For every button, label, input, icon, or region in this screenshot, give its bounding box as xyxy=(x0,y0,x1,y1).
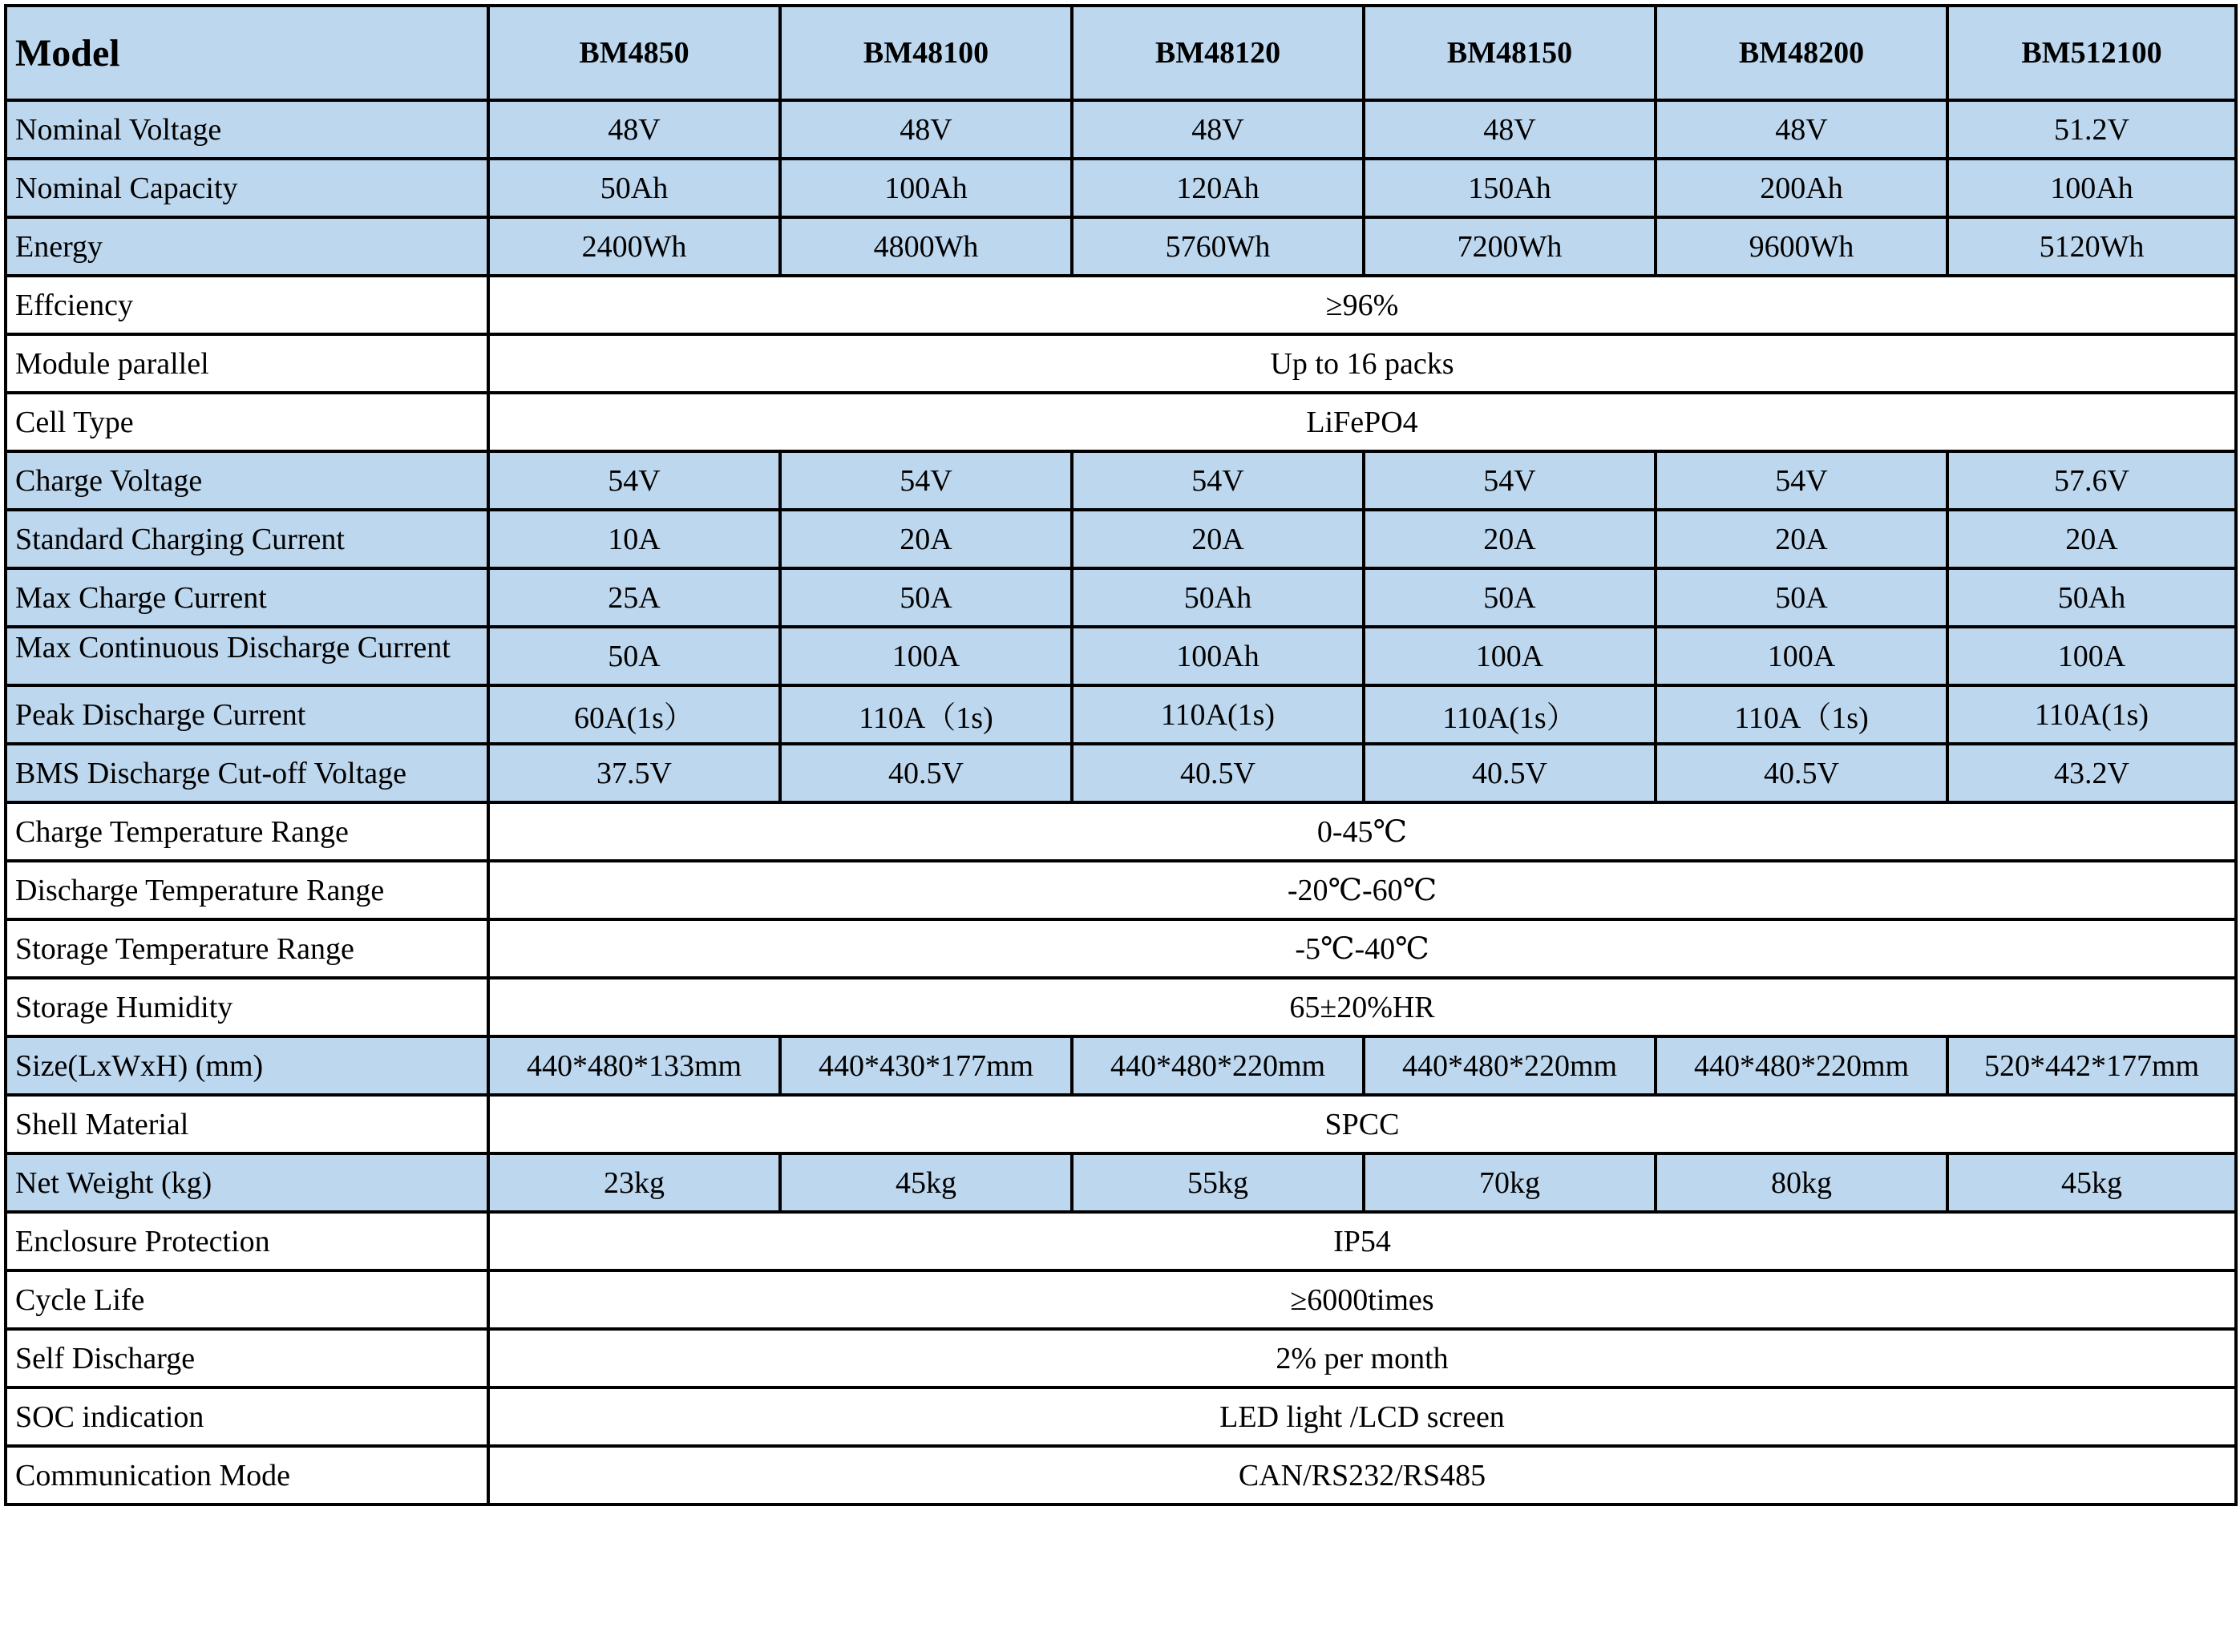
spec-value: 4800Wh xyxy=(780,217,1072,276)
spec-value-merged: 65±20%HR xyxy=(488,978,2236,1036)
spec-value: 110A(1s) xyxy=(1072,685,1364,744)
spec-value: 440*480*220mm xyxy=(1364,1036,1656,1095)
spec-row xyxy=(6,1387,2236,1446)
spec-value: 440*480*133mm xyxy=(488,1036,780,1095)
spec-value: 100Ah xyxy=(1947,159,2236,217)
spec-row xyxy=(6,861,2236,919)
spec-value: 20A xyxy=(1947,510,2236,568)
spec-value: 55kg xyxy=(1072,1153,1364,1212)
spec-value: 100Ah xyxy=(780,159,1072,217)
spec-value: 80kg xyxy=(1656,1153,1947,1212)
spec-label: Size(LxWxH) (mm) xyxy=(6,1036,488,1095)
spec-value: 60A(1s） xyxy=(488,685,780,744)
spec-value: 120Ah xyxy=(1072,159,1364,217)
spec-value: 45kg xyxy=(780,1153,1072,1212)
spec-value: 7200Wh xyxy=(1364,217,1656,276)
spec-row xyxy=(6,627,2236,685)
spec-value: 110A(1s） xyxy=(1364,685,1656,744)
spec-value: 20A xyxy=(780,510,1072,568)
spec-value: 110A（1s) xyxy=(1656,685,1947,744)
spec-table xyxy=(4,4,2238,1506)
spec-row xyxy=(6,1270,2236,1329)
spec-label: Charge Voltage xyxy=(6,451,488,510)
spec-value: 2400Wh xyxy=(488,217,780,276)
model-header-cell: BM48120 xyxy=(1072,6,1364,100)
spec-value: 440*480*220mm xyxy=(1072,1036,1364,1095)
spec-value: 110A(1s) xyxy=(1947,685,2236,744)
spec-row xyxy=(6,393,2236,451)
spec-label: Shell Material xyxy=(6,1095,488,1153)
spec-value: 50A xyxy=(1364,568,1656,627)
spec-value-merged: SPCC xyxy=(488,1095,2236,1153)
spec-value: 50A xyxy=(488,627,780,685)
spec-value: 5120Wh xyxy=(1947,217,2236,276)
spec-value: 48V xyxy=(488,100,780,159)
spec-value: 20A xyxy=(1072,510,1364,568)
spec-value: 100A xyxy=(780,627,1072,685)
spec-value: 100Ah xyxy=(1072,627,1364,685)
spec-row xyxy=(6,1329,2236,1387)
spec-value: 520*442*177mm xyxy=(1947,1036,2236,1095)
spec-value: 45kg xyxy=(1947,1153,2236,1212)
spec-row xyxy=(6,1446,2236,1505)
spec-label: Energy xyxy=(6,217,488,276)
spec-value: 440*430*177mm xyxy=(780,1036,1072,1095)
model-header-cell: BM48100 xyxy=(780,6,1072,100)
spec-value-merged: 0-45℃ xyxy=(488,802,2236,861)
spec-label xyxy=(6,627,488,685)
spec-row xyxy=(6,1153,2236,1212)
spec-label: Cell Type xyxy=(6,393,488,451)
spec-value: 57.6V xyxy=(1947,451,2236,510)
spec-value: 440*480*220mm xyxy=(1656,1036,1947,1095)
spec-value: 23kg xyxy=(488,1153,780,1212)
spec-value: 40.5V xyxy=(1364,744,1656,802)
spec-label: Standard Charging Current xyxy=(6,510,488,568)
spec-row xyxy=(6,1212,2236,1270)
spec-value-merged: 2% per month xyxy=(488,1329,2236,1387)
spec-value-merged: -5℃-40℃ xyxy=(488,919,2236,978)
spec-value: 54V xyxy=(780,451,1072,510)
spec-row xyxy=(6,159,2236,217)
spec-label: Storage Humidity xyxy=(6,978,488,1036)
spec-value: 10A xyxy=(488,510,780,568)
spec-row xyxy=(6,217,2236,276)
spec-row xyxy=(6,451,2236,510)
spec-value: 50A xyxy=(780,568,1072,627)
header-label: Model xyxy=(6,6,488,100)
spec-value: 110A（1s) xyxy=(780,685,1072,744)
model-header-cell: BM48150 xyxy=(1364,6,1656,100)
spec-label: SOC indication xyxy=(6,1387,488,1446)
spec-row xyxy=(6,919,2236,978)
spec-value-merged: ≥96% xyxy=(488,276,2236,334)
header-row xyxy=(6,6,2236,100)
spec-label: Communication Mode xyxy=(6,1446,488,1505)
spec-label: Storage Temperature Range xyxy=(6,919,488,978)
spec-value-merged: -20℃-60℃ xyxy=(488,861,2236,919)
spec-table-body xyxy=(6,6,2236,1505)
spec-value: 100A xyxy=(1656,627,1947,685)
spec-value: 70kg xyxy=(1364,1153,1656,1212)
spec-label-text: Max Continuous Discharge Current xyxy=(15,631,451,664)
spec-row xyxy=(6,510,2236,568)
spec-value-merged: LiFePO4 xyxy=(488,393,2236,451)
spec-value: 48V xyxy=(780,100,1072,159)
spec-row xyxy=(6,802,2236,861)
spec-row xyxy=(6,334,2236,393)
spec-label: Effciency xyxy=(6,276,488,334)
spec-label: Module parallel xyxy=(6,334,488,393)
spec-value-merged: CAN/RS232/RS485 xyxy=(488,1446,2236,1505)
spec-value: 37.5V xyxy=(488,744,780,802)
spec-value-merged: ≥6000times xyxy=(488,1270,2236,1329)
spec-value: 40.5V xyxy=(1656,744,1947,802)
spec-label: Nominal Capacity xyxy=(6,159,488,217)
spec-value: 20A xyxy=(1656,510,1947,568)
spec-value: 100A xyxy=(1364,627,1656,685)
spec-value: 25A xyxy=(488,568,780,627)
spec-value: 54V xyxy=(1072,451,1364,510)
spec-value: 54V xyxy=(488,451,780,510)
spec-value: 50Ah xyxy=(1072,568,1364,627)
spec-value: 48V xyxy=(1364,100,1656,159)
model-header-cell: BM48200 xyxy=(1656,6,1947,100)
spec-label: Self Discharge xyxy=(6,1329,488,1387)
spec-value: 9600Wh xyxy=(1656,217,1947,276)
spec-value: 100A xyxy=(1947,627,2236,685)
spec-value: 5760Wh xyxy=(1072,217,1364,276)
spec-value: 40.5V xyxy=(1072,744,1364,802)
spec-row xyxy=(6,276,2236,334)
spec-row xyxy=(6,744,2236,802)
spec-label: Cycle Life xyxy=(6,1270,488,1329)
model-header-cell: BM512100 xyxy=(1947,6,2236,100)
spec-label: Charge Temperature Range xyxy=(6,802,488,861)
spec-value: 50A xyxy=(1656,568,1947,627)
model-header-cell: BM4850 xyxy=(488,6,780,100)
spec-value: 40.5V xyxy=(780,744,1072,802)
spec-value: 54V xyxy=(1656,451,1947,510)
spec-value: 51.2V xyxy=(1947,100,2236,159)
spec-row xyxy=(6,1095,2236,1153)
spec-label: Peak Discharge Current xyxy=(6,685,488,744)
spec-value: 54V xyxy=(1364,451,1656,510)
spec-row xyxy=(6,568,2236,627)
spec-row xyxy=(6,978,2236,1036)
spec-value: 43.2V xyxy=(1947,744,2236,802)
spec-value-merged: Up to 16 packs xyxy=(488,334,2236,393)
spec-label: Max Charge Current xyxy=(6,568,488,627)
spec-row xyxy=(6,1036,2236,1095)
spec-value-merged: LED light /LCD screen xyxy=(488,1387,2236,1446)
spec-value-merged: IP54 xyxy=(488,1212,2236,1270)
spec-row xyxy=(6,100,2236,159)
spec-value: 48V xyxy=(1072,100,1364,159)
spec-value: 50Ah xyxy=(1947,568,2236,627)
spec-value: 150Ah xyxy=(1364,159,1656,217)
spec-label: Nominal Voltage xyxy=(6,100,488,159)
spec-value: 20A xyxy=(1364,510,1656,568)
spec-row xyxy=(6,685,2236,744)
spec-label: Enclosure Protection xyxy=(6,1212,488,1270)
spec-value: 50Ah xyxy=(488,159,780,217)
spec-label: BMS Discharge Cut-off Voltage xyxy=(6,744,488,802)
spec-value: 200Ah xyxy=(1656,159,1947,217)
spec-label: Discharge Temperature Range xyxy=(6,861,488,919)
spec-value: 48V xyxy=(1656,100,1947,159)
spec-label: Net Weight (kg) xyxy=(6,1153,488,1212)
